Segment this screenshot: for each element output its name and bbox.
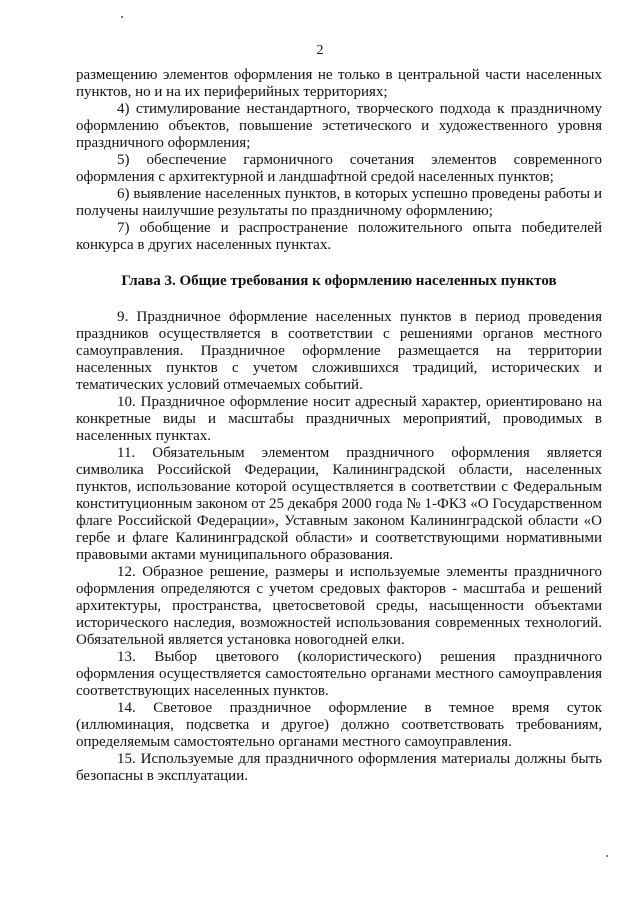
clause-12: 12. Образное решение, размеры и используемые элементы праздничного оформления определяются с учетом средовых факторов - масштаба и решений архитектуры, пространства, цветосветовой среды, насыщенности объектами исторического наследия, возможностей использования современных технологий. Обязательной является установка новогодней елки. (76, 564, 602, 648)
list-item-7: 7) обобщение и распространение положительного опыта победителей конкурса в других населенных пунктах. (76, 220, 602, 253)
list-item-6: 6) выявление населенных пунктов, в которых успешно проведены работы и получены наилучшие результаты по праздничному оформлению; (76, 186, 602, 219)
clause-10: 10. Праздничное оформление носит адресный характер, ориентировано на конкретные виды и масштабы праздничных мероприятий, проводимых в населенных пунктах. (76, 394, 602, 444)
clause-13: 13. Выбор цветового (колористического) решения праздничного оформления осуществляется самостоятельно органами местного самоуправления соответствующих населенных пунктов. (76, 649, 602, 699)
list-item-5: 5) обеспечение гармоничного сочетания элементов современного оформления с архитектурной и ландшафтной средой населенных пунктов; (76, 152, 602, 185)
document-body (76, 67, 602, 785)
chapter-heading: Глава 3. Общие требования к оформлению населенных пунктов (121, 273, 557, 289)
list-item-4: 4) стимулирование нестандартного, творческого подхода к праздничному оформлению объектов, повышение эстетического и художественного уровня праздничного оформления; (76, 101, 602, 151)
scan-speck (606, 855, 608, 857)
scan-speck (121, 16, 123, 18)
clause-14: 14. Световое праздничное оформление в темное время суток (иллюминация, подсветка и другое) должно соответствовать требованиям, определяемым самостоятельно органами местного самоуправления. (76, 700, 602, 750)
clause-9: 9. Праздничное оформление населенных пунктов в период проведения праздников осуществляется в соответствии с решениями органов местного самоуправления. Праздничное оформление размещается на территории населенных пунктов с учетом сложившихся традиций, исторических и тематических условий отмечаемых событий. (76, 309, 602, 393)
page-number: 2 (316, 43, 324, 58)
paragraph-continuation: размещению элементов оформления не только в центральной части населенных пунктов, но и на их периферийных территориях; (76, 67, 602, 100)
clause-11: 11. Обязательным элементом праздничного оформления является символика Российской Федерации, Калининградской области, населенных пунктов, использование которой осуществляется в соответствии с Федеральным конституционным законом от 25 декабря 2000 года № 1-ФКЗ «О Государственном флаге Российской Федерации», Уставным законом Калининградской области «О гербе и флаге Калининградской области» и соответствующими нормативными правовыми актами муниципального образования. (76, 445, 602, 563)
clause-15: 15. Используемые для праздничного оформления материалы должны быть безопасны в эксплуатации. (76, 751, 602, 784)
